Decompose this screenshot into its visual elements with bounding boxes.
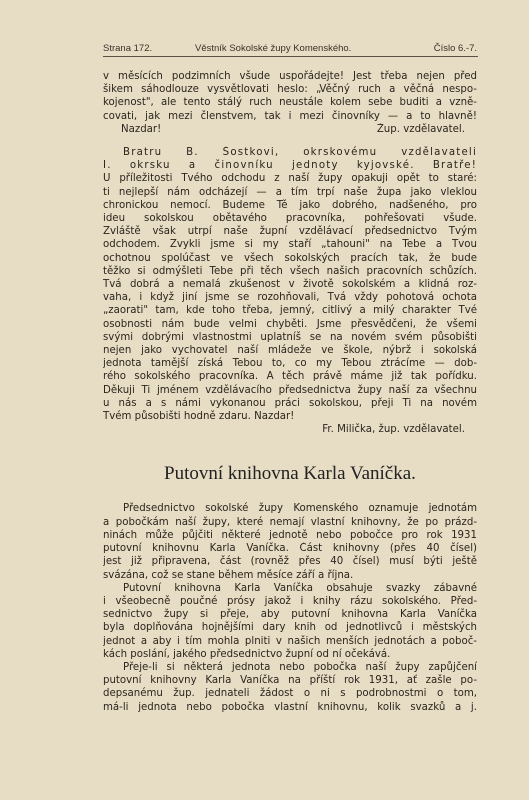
issue-number: Číslo 6.-7. — [433, 43, 477, 54]
signer: Žup. vzdělavatel. — [376, 123, 465, 135]
text-line: Přeje-li si některá jednota nebo pobočka naší župy zapůjčení — [123, 661, 477, 673]
text-line: „zaorati" tam, kde toho třeba, jemný, citlivý a milý charakter Tvé — [103, 305, 477, 317]
text-line: odchodem. Zvykli jsme si my staří „tahouni" na Tebe a Tvou — [103, 239, 477, 251]
text-line: Tvém působišti hodně zdaru. Nazdar! — [103, 411, 295, 423]
text-line: ti nejlepší nám odcházejí — a tím trpí naše župa jako vleklou — [103, 186, 477, 198]
text-line: Předsednictvo sokolské župy Komenského oznamuje jednotám — [123, 503, 477, 515]
text-line: U příležitosti Tvého odchodu z naší župy opakuji opět to staré: — [103, 173, 477, 185]
letter-heading: Bratru B. Šostkovi, okrskovému vzdělavateli — [123, 147, 477, 159]
text-line: osobnosti nám bude velmi chyběti. Jsme přesvědčeni, že všemi — [103, 318, 477, 330]
text-line: Putovní knihovna Karla Vaníčka obsahuje svazky zábavné — [123, 582, 477, 594]
text-line: svými dobrými vlastnostmi uplatníš se na novém svém působišti — [103, 331, 477, 343]
text-line: jest již připravena, část (rovněž přes 40 čísel) musí býti ještě — [103, 556, 477, 568]
greeting: Nazdar! — [121, 123, 162, 135]
text-line: jednot a aby i tím mohla plniti v našich menších jednotách a poboč- — [103, 635, 477, 647]
text-line: Zvláště však utrpí naše župní vzdělávací předsednictvo Tvým — [103, 226, 477, 238]
header-rule — [103, 56, 478, 57]
text-line: byla doplňována hojnějšími dary knih od jednotlivců i městských — [103, 622, 477, 634]
text-line: Děkuji Ti jménem vzdělávacího předsednictva župy naší za všechnu — [103, 384, 477, 396]
text-line: u nás a s námi vykonanou práci sokolskou, přeji Ti na novém — [103, 397, 477, 409]
paragraph-2 — [103, 502, 477, 581]
text-line: putovní knihovnu Karla Vaníčka. Část knihovny (přes 40 čísel) — [103, 543, 477, 555]
text-line: ninách může půjčiti některé jednotě nebo pobočce pro rok 1931 — [103, 529, 477, 541]
text-line: kojenost", ale tento stálý ruch neustále kolem sebe buditi a vzně- — [103, 97, 477, 109]
page-number: Strana 172. — [103, 43, 153, 54]
farewell-letter — [103, 146, 477, 436]
text-line: vaha, i když jiní jsme se rozohňovali, Tvá vždy pohotová ochota — [103, 292, 477, 304]
text-line: sednictvo župy si přeje, aby putovní knihovna Karla Vaníčka — [103, 609, 477, 621]
text-line: chronickou nemocí. Budeme Tě jako dobrého, nadšeného, pro — [103, 199, 477, 211]
text-line: i všeobecně poučné prósy jakož i knihy rázu sokolského. Před- — [103, 595, 477, 607]
paragraph-3 — [103, 582, 477, 661]
text-line: ideu sokolskou obětavého pracovníka, pohřešovati všude. — [103, 213, 477, 225]
text-line: putovní knihovny Karla Vaníčka na příští rok 1931, ať zašle po- — [103, 675, 477, 687]
text-line: Tvá dobrá a nemalá zkušenost v životě sokolském a klidná roz- — [103, 279, 477, 291]
paragraph-4 — [103, 661, 477, 714]
text-line: nejen jako vychovatel naší mládeže ve škole, nýbrž i sokolská — [103, 345, 477, 357]
text-line: svázána, což se stane během měsíce září a října. — [103, 569, 354, 581]
text-line: covati, jak mezi členstvem, tak i mezi činovníky — a to hlavně! — [103, 110, 477, 122]
page-header — [103, 43, 477, 57]
text-line: v měsících podzimních všude uspořádejte! Jest třeba nejen před — [103, 71, 477, 82]
paragraph-1 — [103, 70, 477, 136]
text-line: šikem sáhodlouze vysvětlovati heslo: „Věčný ruch a věčná nespo- — [103, 84, 477, 96]
body-text — [103, 70, 477, 714]
text-line: těžko si odmýšleti Tebe při těch všech našich pracovních schůzích. — [103, 265, 477, 277]
signature-row — [103, 123, 477, 136]
text-line: rého sokolského pracovníka. A těch právě máme již tak pořídku. — [103, 371, 477, 383]
text-line: a pobočkám naší župy, které nemají vlastní knihovny, že po prázd- — [103, 516, 477, 528]
letter-heading: I. okrsku a činovníku jednoty kyjovské. Bratře! — [103, 160, 477, 172]
text-line: depsanému žup. jednateli žádost o ni s podrobnostmi o tom, — [103, 688, 477, 700]
section-title: Putovní knihovna Karla Vaníčka. — [164, 463, 416, 485]
text-line: má-li jednota nebo pobočka vlastní knihovnu, kolik svazků a j. — [103, 701, 477, 713]
publication-title: Věstník Sokolské župy Komenského. — [195, 43, 352, 54]
text-line: ochotnou spolúčast ve všech sokolských pracích tak, že bude — [103, 252, 477, 264]
letter-signature: Fr. Milička, žup. vzdělavatel. — [322, 424, 465, 436]
text-line: jednota tamější získá Tebou to, co my Tebou ztrácíme — dob- — [103, 358, 477, 370]
text-line: kách poslání, jakého předsednictvo župní od ní očekává. — [103, 648, 391, 660]
